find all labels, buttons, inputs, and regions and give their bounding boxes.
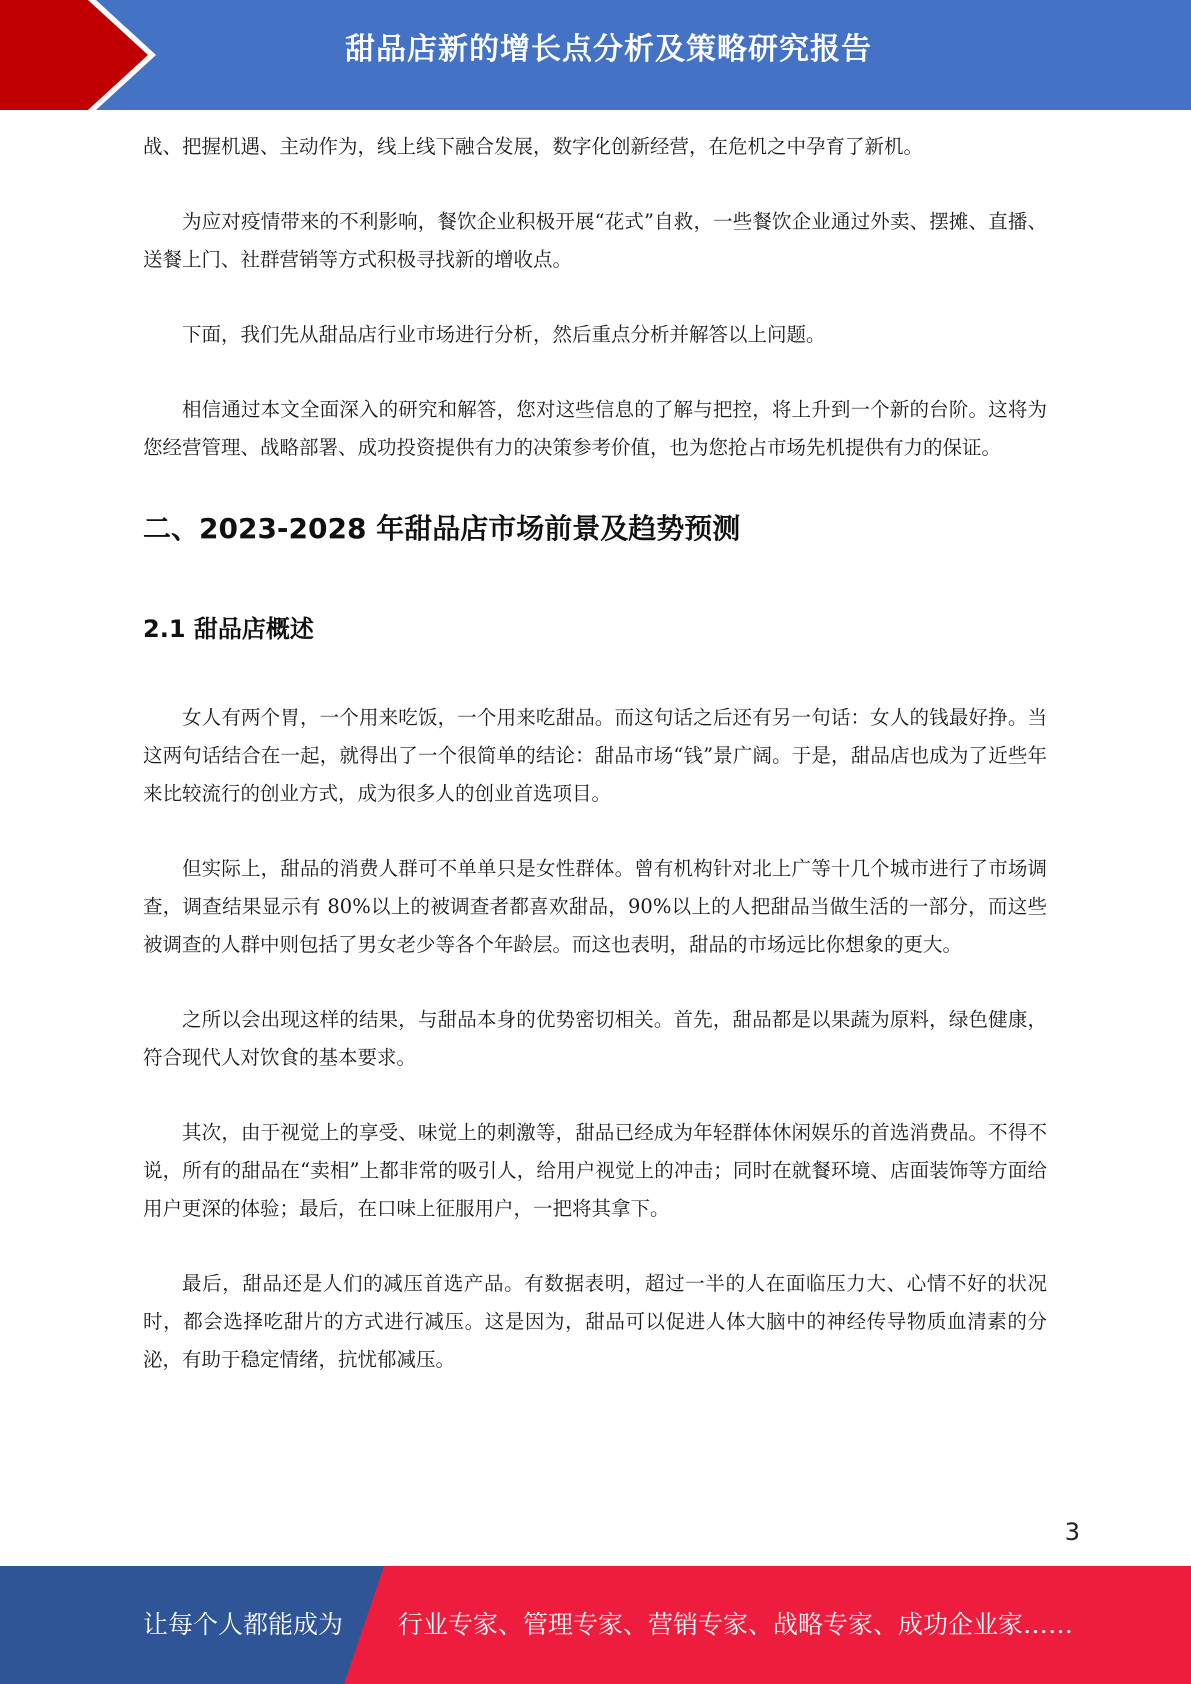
page-header (0, 0, 1191, 110)
paragraph: 之所以会出现这样的结果，与甜品本身的优势密切相关。首先，甜品都是以果蔬为原料，绿色健康，符合现代人对饮食的基本要求。 (143, 1008, 1047, 1069)
paragraph: 下面，我们先从甜品店行业市场进行分析，然后重点分析并解答以上问题。 (182, 323, 826, 346)
page-footer (0, 1566, 1191, 1684)
main-content (143, 128, 1047, 1379)
paragraph: 相信通过本文全面深入的研究和解答，您对这些信息的了解与把控，将上升到一个新的台阶。这将为您经营管理、战略部署、成功投资提供有力的决策参考价值，也为您抢占市场先机提供有力的保证。 (143, 398, 1047, 459)
paragraph: 最后，甜品还是人们的减压首选产品。有数据表明，超过一半的人在面临压力大、心情不好的状况时，都会选择吃甜片的方式进行减压。这是因为，甜品可以促进人体大脑中的神经传导物质血清素的分泌，有助于稳定情绪，抗忧郁减压。 (143, 1272, 1047, 1371)
report-title: 甜品店新的增长点分析及策略研究报告 (345, 32, 872, 67)
footer-slogan-right: 行业专家、管理专家、营销专家、战略专家、成功企业家…… (398, 1610, 1074, 1639)
paragraph: 战、把握机遇、主动作为，线上线下融合发展，数字化创新经营，在危机之中孕育了新机。 (143, 135, 924, 158)
paragraph: 但实际上，甜品的消费人群可不单单只是女性群体。曾有机构针对北上广等十几个城市进行了市场调查，调查结果显示有 80%以上的被调查者都喜欢甜品，90%以上的人把甜品当做生活的一部分，而这些被调查的人群中则包括了男女老少等各个年龄层。而这也表明，甜品的市场远比你想象的更大。 (143, 857, 1047, 956)
subsection-heading: 2.1 甜品店概述 (143, 615, 314, 643)
paragraph: 其次，由于视觉上的享受、味觉上的刺激等，甜品已经成为年轻群体休闲娱乐的首选消费品。不得不说，所有的甜品在“卖相”上都非常的吸引人，给用户视觉上的冲击；同时在就餐环境、店面装饰等方面给用户更深的体验；最后，在口味上征服用户，一把将其拿下。 (143, 1121, 1047, 1220)
paragraph: 女人有两个胃，一个用来吃饭，一个用来吃甜品。而这句话之后还有另一句话：女人的钱最好挣。当这两句话结合在一起，就得出了一个很简单的结论：甜品市场“钱”景广阔。于是，甜品店也成为了近些年来比较流行的创业方式，成为很多人的创业首选项目。 (143, 706, 1047, 805)
section-heading: 二、2023-2028 年甜品店市场前景及趋势预测 (143, 512, 741, 545)
footer-slogan-left: 让每个人都能成为 (143, 1610, 344, 1639)
paragraph: 为应对疫情带来的不利影响，餐饮企业积极开展“花式”自救，一些餐饮企业通过外卖、摆摊、直播、送餐上门、社群营销等方式积极寻找新的增收点。 (143, 210, 1047, 271)
page-number: 3 (1064, 1518, 1080, 1546)
